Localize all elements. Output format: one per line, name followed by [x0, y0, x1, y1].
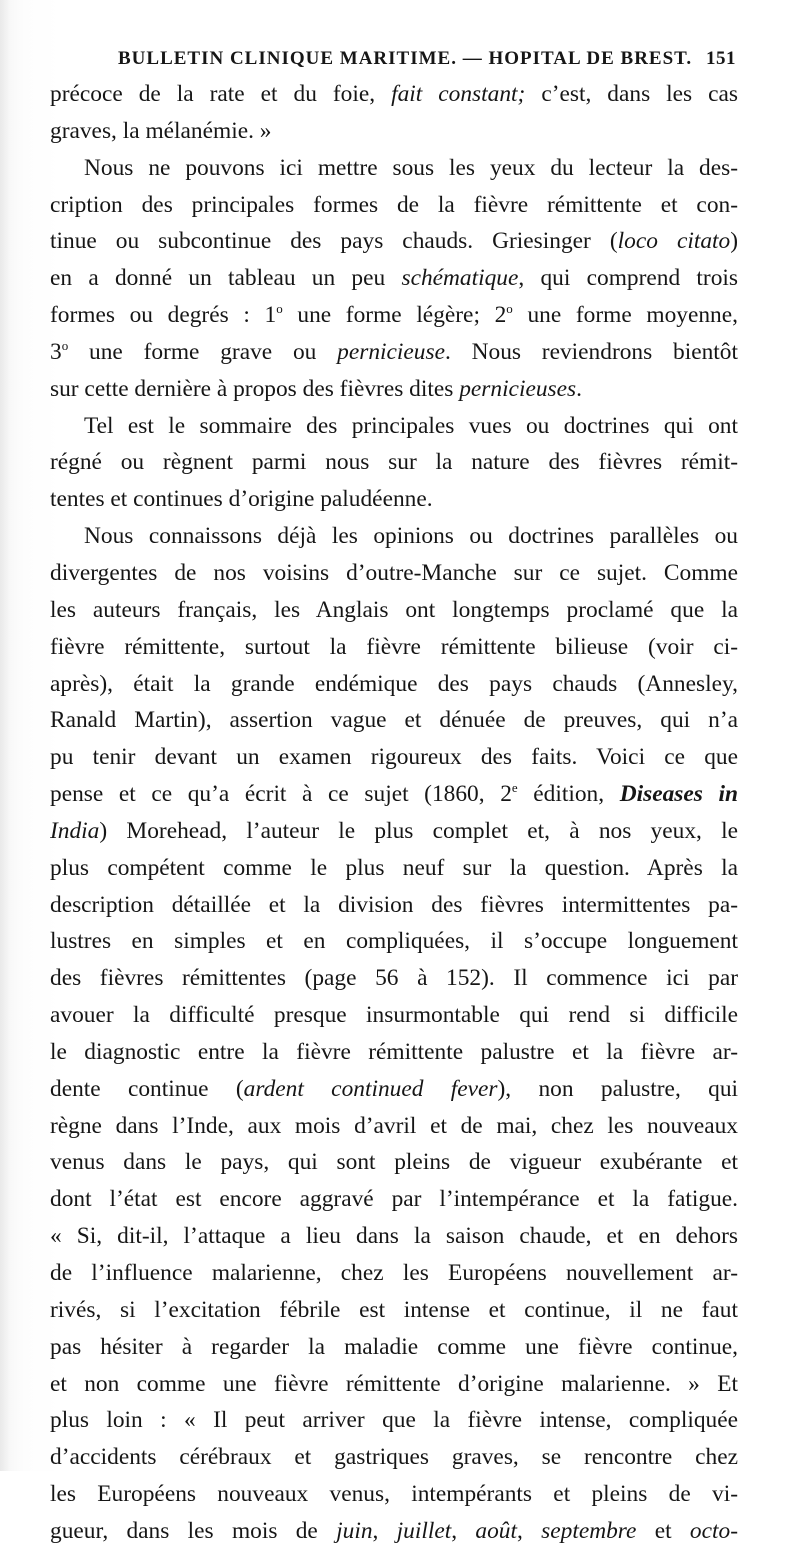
- text-segment: fait constant;: [391, 81, 526, 107]
- text-segment: précoce de la rate et du foie,: [50, 81, 392, 107]
- text-segment: Nous connaissons déjà les opinions ou doctrines parallèles ou: [84, 523, 738, 550]
- text-segment: loco citato: [617, 228, 731, 255]
- text-line: [50, 113, 738, 150]
- text-line: [50, 997, 738, 1034]
- text-segment: pense et ce qu’a écrit à ce sujet (1860, 2: [50, 781, 512, 808]
- text-segment: octo-: [689, 1517, 738, 1544]
- text-segment: plus compétent comme le plus neuf sur la question. Après la: [50, 854, 738, 881]
- text-segment: règne dans l’Inde, aux mois d’avril et de mai, chez les nouveaux: [50, 1112, 738, 1139]
- text-line: [50, 960, 738, 997]
- text-segment: c’est, dans les cas: [525, 81, 738, 107]
- text-segment: pernicieuses: [459, 375, 577, 402]
- text-line: [50, 1034, 738, 1071]
- text-segment: régné ou règnent parmi nous sur la nature des fièvres rémit-: [50, 449, 738, 476]
- text-line: [50, 1402, 738, 1439]
- text-segment: « Si, dit-il, l’attaque a lieu dans la saison chaude, et en dehors: [50, 1223, 738, 1250]
- text-segment: plus loin : « Il peut arriver que la fièvre intense, compliquée: [50, 1407, 738, 1434]
- text-line: [50, 1292, 738, 1329]
- text-segment: des fièvres rémittentes (page 56 à 152). Il commence ici par: [50, 965, 738, 992]
- text-line: [50, 1108, 738, 1145]
- text-segment: d’accidents cérébraux et gastriques graves, se rencontre chez: [50, 1444, 738, 1471]
- text-segment: les Européens nouveaux venus, intempérants et pleins de vi-: [50, 1481, 738, 1508]
- text-segment: rivés, si l’excitation fébrile est intense et continue, il ne faut: [50, 1296, 738, 1323]
- text-line: [50, 1255, 738, 1292]
- text-line: [50, 297, 738, 334]
- text-line: [50, 408, 738, 445]
- running-header: [118, 44, 736, 74]
- text-line: [50, 371, 738, 408]
- text-segment: ,: [372, 1517, 397, 1544]
- text-segment: août: [475, 1517, 517, 1544]
- text-line: [50, 444, 738, 481]
- text-segment: graves, la mélanémie. »: [50, 117, 272, 144]
- text-segment: ,: [451, 1517, 476, 1544]
- text-segment: Nous ne pouvons ici mettre sous les yeux du lecteur la des-: [84, 154, 738, 181]
- text-line: [50, 260, 738, 297]
- text-segment: juin: [336, 1517, 373, 1544]
- text-segment: pernicieuse: [337, 338, 445, 365]
- text-segment: les auteurs français, les Anglais ont longtemps proclamé que la: [50, 596, 738, 623]
- text-line: [50, 702, 738, 739]
- text-segment: et non comme une fièvre rémittente d’origine malarienne. » Et: [50, 1370, 738, 1397]
- text-segment: avouer la difficulté presque insurmontable qui rend si difficile: [50, 1002, 738, 1029]
- text-segment: schématique: [401, 265, 519, 292]
- text-segment: e: [511, 780, 518, 796]
- text-line: [50, 518, 738, 555]
- text-segment: lustres en simples et en compliquées, il s’occupe longuement: [50, 928, 738, 955]
- text-segment: description détaillée et la division des fièvres intermittentes pa-: [50, 891, 738, 918]
- text-segment: gueur, dans les mois de: [50, 1517, 337, 1544]
- text-segment: Tel est le sommaire des principales vues ou doctrines qui ont: [84, 412, 738, 439]
- text-segment: formes ou degrés : 1: [50, 302, 277, 329]
- text-line: [50, 481, 738, 518]
- text-segment: ), non palustre, qui: [497, 1075, 738, 1102]
- text-line: [50, 1218, 738, 1255]
- text-line: [50, 629, 738, 666]
- text-segment: o: [61, 337, 69, 353]
- body-text: [50, 76, 738, 1550]
- text-segment: fièvre rémittente, surtout la fièvre rémittente bilieuse (voir ci-: [50, 633, 738, 660]
- text-segment: ) Morehead, l’auteur le plus complet et, à nos yeux, le: [99, 817, 738, 844]
- text-segment: venus dans le pays, qui sont pleins de vigueur exubérante et: [50, 1149, 738, 1176]
- text-line: [50, 223, 738, 260]
- text-line: [50, 1329, 738, 1366]
- text-line: [50, 1513, 738, 1550]
- page-number: 151: [706, 48, 736, 69]
- text-line: [50, 334, 738, 371]
- text-segment: pu tenir devant un examen rigoureux des faits. Voici ce que: [50, 744, 738, 771]
- text-segment: , qui comprend trois: [518, 265, 738, 292]
- text-segment: sur cette dernière à propos des fièvres dites: [50, 375, 460, 402]
- text-line: [50, 850, 738, 887]
- text-segment: India: [50, 817, 100, 844]
- text-segment: le diagnostic entre la fièvre rémittente palustre et la fièvre ar-: [50, 1038, 738, 1065]
- text-line: [50, 1366, 738, 1403]
- text-segment: Ranald Martin), assertion vague et dénuée de preuves, qui n’a: [50, 707, 738, 734]
- text-line: [50, 1476, 738, 1513]
- text-segment: .: [576, 375, 582, 402]
- text-line: [50, 1144, 738, 1181]
- text-segment: de l’influence malarienne, chez les Européens nouvellement ar-: [50, 1260, 738, 1286]
- text-segment: pas hésiter à regarder la maladie comme une fièvre continue,: [50, 1333, 738, 1360]
- text-segment: une forme légère; 2: [282, 302, 507, 329]
- text-line: [50, 776, 738, 813]
- text-segment: tinue ou subcontinue des pays chauds. Griesinger (: [50, 228, 618, 255]
- text-segment: cription des principales formes de la fièvre rémittente et con-: [50, 191, 738, 218]
- text-segment: une forme grave ou: [68, 338, 338, 365]
- text-segment: une forme moyenne,: [512, 302, 738, 329]
- text-segment: tentes et continues d’origine paludéenne.: [50, 486, 433, 513]
- text-segment: juillet: [396, 1517, 452, 1544]
- text-line: [50, 187, 738, 224]
- text-segment: ,: [517, 1517, 542, 1544]
- text-segment: divergentes de nos voisins d’outre-Manche sur ce sujet. Comme: [50, 559, 738, 586]
- text-line: [50, 923, 738, 960]
- text-segment: . Nous reviendrons bientôt: [444, 338, 738, 365]
- text-segment: et: [636, 1517, 690, 1544]
- text-line: [50, 887, 738, 924]
- text-line: [50, 666, 738, 703]
- text-line: [50, 76, 738, 113]
- text-segment: édition,: [517, 781, 620, 808]
- text-segment: 3: [50, 338, 62, 365]
- text-segment: dente continue (: [50, 1075, 244, 1102]
- text-segment: o: [276, 301, 283, 317]
- text-line: [50, 813, 738, 850]
- text-segment: après), était la grande endémique des pays chauds (Annesley,: [50, 670, 738, 697]
- text-segment: ): [730, 228, 738, 255]
- running-title: BULLETIN CLINIQUE MARITIME. — HOPITAL DE BREST.: [118, 48, 693, 69]
- text-segment: o: [506, 301, 513, 317]
- text-segment: dont l’état est encore aggravé par l’intempérance et la fatigue.: [50, 1186, 738, 1213]
- text-segment: septembre: [541, 1517, 637, 1544]
- text-segment: Diseases in: [619, 781, 738, 808]
- text-segment: en a donné un tableau un peu: [50, 265, 402, 292]
- text-segment: ardent continued fever: [243, 1075, 498, 1102]
- text-line: [50, 555, 738, 592]
- text-line: [50, 592, 738, 629]
- text-line: [50, 739, 738, 776]
- text-line: [50, 1181, 738, 1218]
- text-line: [50, 1071, 738, 1108]
- text-line: [50, 150, 738, 187]
